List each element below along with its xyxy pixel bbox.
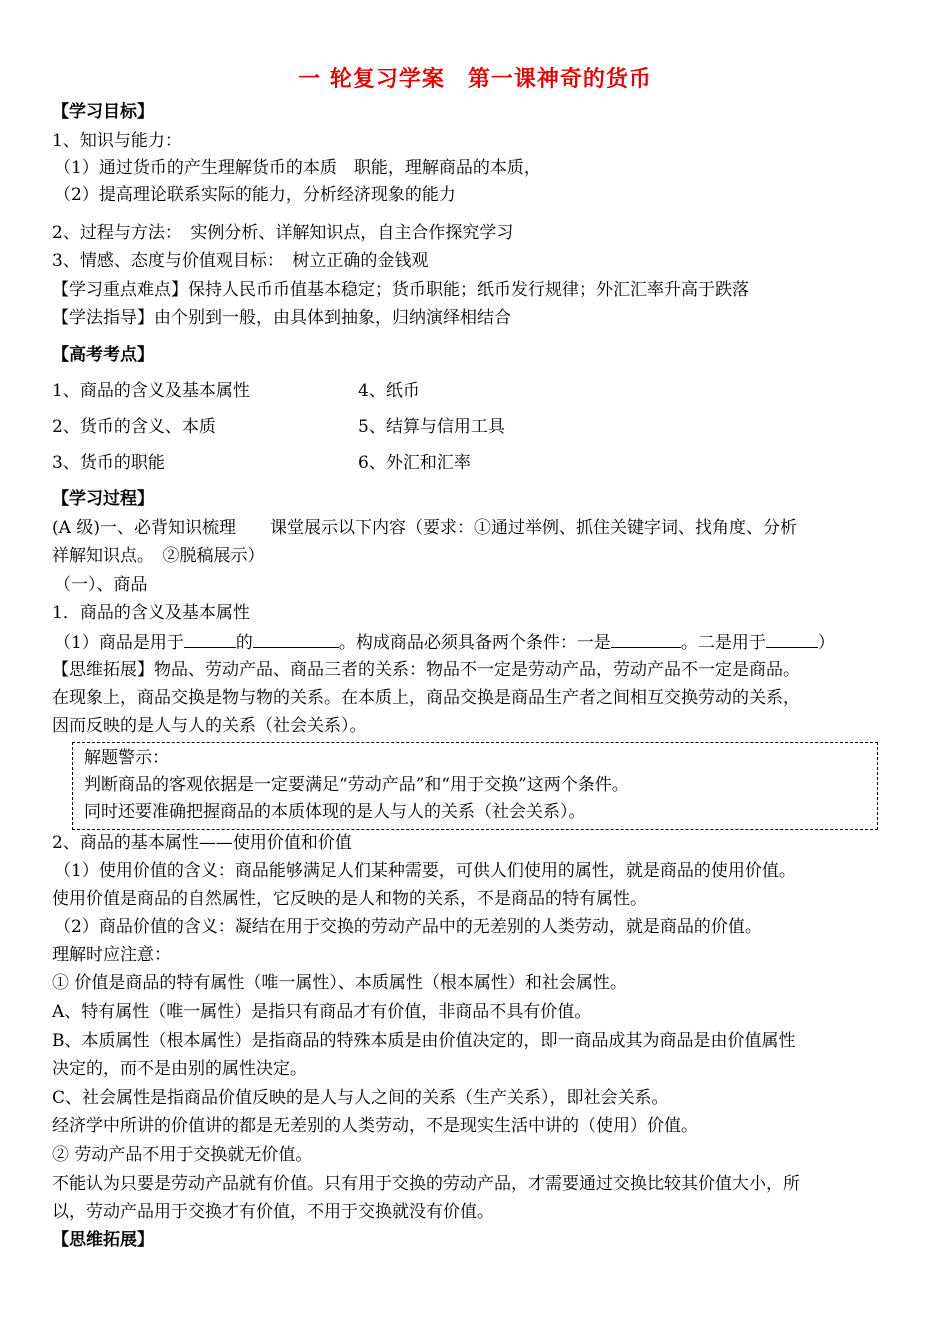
goals-header: 【学习目标】 (52, 102, 154, 122)
answer-blank[interactable] (253, 631, 339, 648)
paragraph: （1）使用价值的含义：商品能够满足人们某种需要，可供人们使用的属性，就是商品的使用价值。 (54, 861, 796, 881)
answer-blank[interactable] (611, 631, 681, 648)
warning-line: 判断商品的客观依据是一定要满足“劳动产品”和“用于交换”这两个条件。 (84, 775, 629, 795)
warning-line: 同时还要准确把握商品的本质体现的是人与人的关系（社会关系）。 (84, 802, 586, 822)
key-points: 【学习重点难点】保持人民币币值基本稳定；货币职能；纸币发行规律；外汇汇率升高于跌落 (52, 280, 749, 300)
study-method: 【学法指导】由个别到一般，由具体到抽象，归纳演绎相结合 (52, 308, 511, 328)
paragraph: B、本质属性（根本属性）是指商品的特殊本质是由价值决定的，即一商品成其为商品是由价值属性 (52, 1031, 796, 1051)
goal-knowledge: 1、知识与能力： (52, 131, 182, 151)
fill-text: 。构成商品必须具备两个条件：一是 (338, 633, 611, 653)
paragraph: ② 劳动产品不用于交换就无价值。 (52, 1145, 313, 1165)
paragraph: 经济学中所讲的价值讲的都是无差别的人类劳动，不是现实生活中讲的（使用）价值。 (52, 1116, 698, 1136)
paragraph: A、特有属性（唯一属性）是指只有商品才有价值，非商品不具有价值。 (52, 1002, 592, 1022)
section-heading: （一）、商品 (54, 575, 148, 595)
subsection-title: 1．商品的含义及基本属性 (52, 603, 250, 623)
thinking-extension: 【思维拓展】物品、劳动产品、商品三者的关系：物品不一定是劳动产品，劳动产品不一定是商品。 (52, 660, 800, 680)
exam-point: 5、结算与信用工具 (358, 417, 505, 437)
exam-header: 【高考考点】 (52, 345, 154, 365)
process-line: (A 级)一、必背知识梳理 课堂展示以下内容（要求：①通过举例、抓住关键字词、找角度、分析 (52, 518, 797, 538)
paragraph: 决定的，而不是由别的属性决定。 (52, 1059, 307, 1079)
paragraph: ① 价值是商品的特有属性（唯一属性）、本质属性（根本属性）和社会属性。 (52, 973, 627, 993)
paragraph: 使用价值是商品的自然属性，它反映的是人和物的关系，不是商品的特有属性。 (52, 889, 647, 909)
thinking-extension-header: 【思维拓展】 (52, 1230, 154, 1250)
warning-title: 解题警示： (84, 748, 169, 768)
page-title: 一 轮复习学案 第一课神奇的货币 (298, 67, 652, 92)
answer-blank[interactable] (184, 631, 236, 648)
exam-point: 1、商品的含义及基本属性 (52, 381, 250, 401)
paragraph: （2）商品价值的含义：凝结在用于交换的劳动产品中的无差别的人类劳动，就是商品的价值。 (54, 917, 762, 937)
fill-text: （1）商品是用于 (54, 633, 184, 653)
paragraph: 不能认为只要是劳动产品就有价值。只有用于交换的劳动产品，才需要通过交换比较其价值大小，所 (52, 1174, 800, 1194)
thinking-extension: 因而反映的是人与人的关系（社会关系）。 (52, 716, 367, 736)
goal-knowledge-1: （1）通过货币的产生理解货币的本质 职能，理解商品的本质， (54, 158, 541, 178)
exam-point: 2、货币的含义、本质 (52, 417, 216, 437)
process-line: 祥解知识点。 ②脱稿展示） (52, 546, 265, 566)
paragraph: 理解时应注意： (52, 945, 171, 965)
exam-point: 6、外汇和汇率 (358, 453, 471, 473)
goal-knowledge-2: （2）提高理论联系实际的能力，分析经济现象的能力 (54, 185, 456, 205)
answer-blank[interactable] (766, 631, 818, 648)
thinking-extension: 在现象上，商品交换是物与物的关系。在本质上，商品交换是商品生产者之间相互交换劳动的关系， (52, 688, 800, 708)
exam-point: 3、货币的职能 (52, 453, 165, 473)
fill-text: ） (817, 633, 835, 653)
goal-attitude: 3、情感、态度与价值观目标： 树立正确的金钱观 (52, 251, 429, 271)
process-header: 【学习过程】 (52, 489, 154, 509)
fill-in-question (54, 631, 835, 654)
exam-point: 4、纸币 (358, 381, 420, 401)
fill-text: 。二是用于 (680, 633, 766, 653)
subsection-title: 2、商品的基本属性——使用价值和价值 (52, 833, 352, 853)
paragraph: 以，劳动产品用于交换才有价值，不用于交换就没有价值。 (52, 1202, 494, 1222)
fill-text: 的 (235, 633, 253, 653)
paragraph: C、社会属性是指商品价值反映的是人与人之间的关系（生产关系），即社会关系。 (52, 1088, 669, 1108)
goal-process: 2、过程与方法： 实例分析、详解知识点，自主合作探究学习 (52, 223, 514, 243)
